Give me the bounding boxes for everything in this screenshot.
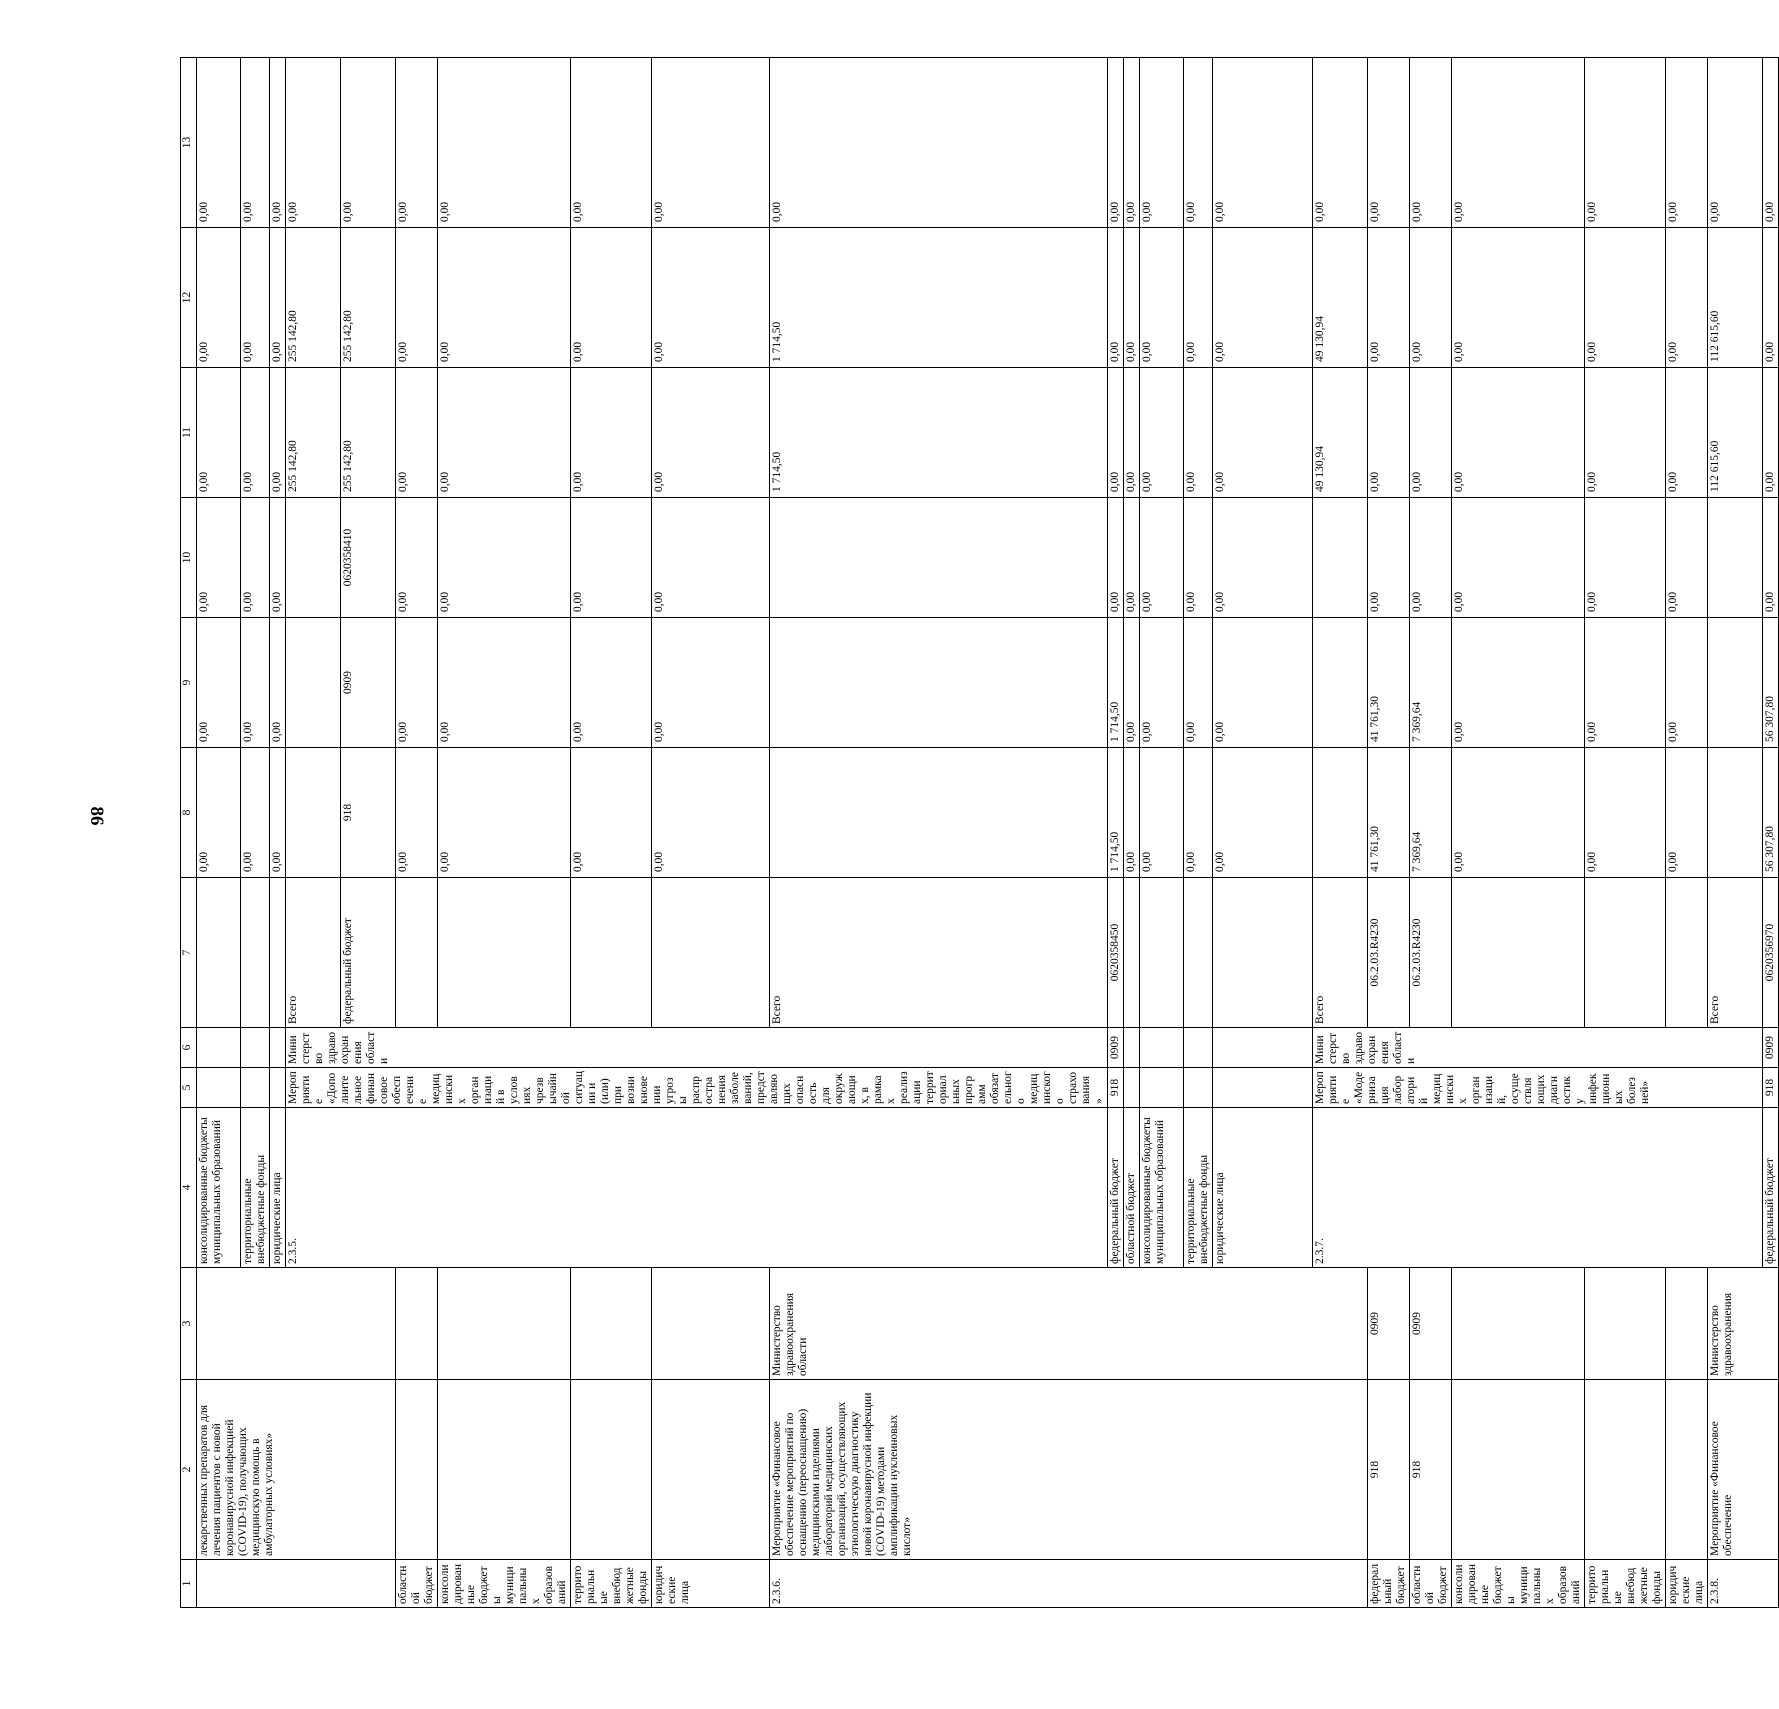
table-cell: 0,00 (1368, 368, 1410, 498)
table-cell: юридические лица (1213, 1108, 1313, 1268)
table-cell (286, 748, 341, 878)
table-cell: 0,00 (1368, 58, 1410, 228)
table-cell (571, 878, 652, 1028)
table-cell: Мероприятие «Финансовое обеспечение (1708, 1380, 1779, 1560)
table-cell: 255 142,80 (341, 368, 396, 498)
table-cell: 0,00 (1108, 498, 1124, 618)
table-cell: консолидированные бюджеты муниципальных образований (1452, 1560, 1585, 1608)
table-cell: 0,00 (571, 498, 652, 618)
table-cell: 0,00 (1585, 58, 1666, 228)
table-cell: 0,00 (1708, 58, 1763, 228)
table-cell (241, 1028, 270, 1068)
table-cell: 0,00 (241, 498, 270, 618)
table-cell: 0,00 (1585, 748, 1666, 878)
table-cell: 0,00 (438, 618, 571, 748)
table-cell (241, 878, 270, 1028)
table-cell: 255 142,80 (286, 228, 341, 368)
table-cell: 56 307,80 (1763, 618, 1779, 748)
table-cell: 0,00 (241, 228, 270, 368)
table-cell (286, 618, 341, 748)
table-cell: 0,00 (1368, 498, 1410, 618)
table-cell (1585, 878, 1666, 1028)
table-cell (1213, 1068, 1313, 1108)
table-cell: федеральный бюджет (1368, 1560, 1410, 1608)
table-cell: Министерство здравоохранения области (286, 1028, 1108, 1068)
table-cell: 0,00 (197, 748, 241, 878)
table-row (652, 58, 770, 1608)
table-cell: 0,00 (197, 228, 241, 368)
table-cell (571, 1380, 652, 1560)
table-cell: 0909 (1368, 1268, 1410, 1380)
table-cell: 0,00 (396, 748, 438, 878)
table-cell: Всего (1313, 878, 1368, 1028)
table-cell: лекарственных препаратов для лечения пациентов с новой коронавирусной инфекцией (COVID-19), получающих медицинскую помощь в амбулаторных условиях» (197, 1380, 396, 1560)
table-cell: 0,00 (652, 368, 770, 498)
table-cell: 0,00 (438, 368, 571, 498)
table-cell: 0,00 (241, 58, 270, 228)
table-cell: 0,00 (197, 618, 241, 748)
table-cell: юридические лица (1666, 1560, 1708, 1608)
table-cell (1313, 748, 1368, 878)
rotated-page (180, 58, 1776, 1608)
table-cell: федеральный бюджет (1108, 1108, 1124, 1268)
table-cell: 0,00 (1184, 618, 1213, 748)
table-cell: 0,00 (1184, 498, 1213, 618)
table-cell: 0,00 (1585, 618, 1666, 748)
table-cell: консолидированные бюджеты муниципальных образований (1140, 1108, 1184, 1268)
table-cell: областной бюджет (396, 1560, 438, 1608)
table-cell: 0,00 (1452, 368, 1585, 498)
column-number: 8 (181, 748, 197, 878)
table-cell: 1 714,50 (770, 228, 1108, 368)
table-cell: 0909 (1108, 1028, 1124, 1068)
table-cell (270, 1068, 286, 1108)
table-cell: 41 761,30 (1368, 618, 1410, 748)
table-cell (652, 878, 770, 1028)
table-cell: территориальные внебюджетные фонды (571, 1560, 652, 1608)
column-number: 11 (181, 368, 197, 498)
column-number: 7 (181, 878, 197, 1028)
table-cell (1213, 878, 1313, 1028)
table-cell: 0,00 (652, 228, 770, 368)
table-cell: 0,00 (1666, 228, 1708, 368)
table-cell: областной бюджет (1410, 1560, 1452, 1608)
table-cell: 0,00 (1452, 748, 1585, 878)
table-cell: 0,00 (1213, 498, 1313, 618)
table-cell (1184, 1068, 1213, 1108)
table-cell (270, 878, 286, 1028)
table-cell: 0620356970 (1763, 878, 1779, 1028)
table-cell: 918 (1108, 1068, 1124, 1108)
table-cell: 112 615,60 (1708, 228, 1763, 368)
table-cell: 0,00 (1666, 498, 1708, 618)
table-cell: 0,00 (270, 498, 286, 618)
table-cell (1708, 748, 1763, 878)
column-number: 10 (181, 498, 197, 618)
table-cell: 918 (1410, 1380, 1452, 1560)
table-cell (1313, 618, 1368, 748)
table-cell: 0,00 (1213, 228, 1313, 368)
table-cell: 0,00 (1763, 498, 1779, 618)
table-cell: 2.3.5. (286, 1108, 1108, 1268)
table-cell (1124, 878, 1140, 1028)
table-cell: 0,00 (1184, 748, 1213, 878)
table-cell: 0,00 (1124, 748, 1140, 878)
table-cell: 49 130,94 (1313, 368, 1368, 498)
table-cell: 06.2.03.R4230 (1410, 878, 1452, 1028)
table-cell: 0,00 (270, 58, 286, 228)
table-row (770, 58, 1108, 1608)
table-cell: 0,00 (1585, 498, 1666, 618)
table-cell: 0,00 (1410, 58, 1452, 228)
table-cell: 0620358450 (1108, 878, 1124, 1028)
table-cell: Мероприятие «Модернизация лабораторий медицинских организаций, осуществляющих диагностику инфекционных болезней» (1313, 1068, 1763, 1108)
table-cell: 0,00 (1213, 748, 1313, 878)
table-cell: 0909 (1763, 1028, 1779, 1068)
table-cell (1666, 878, 1708, 1028)
table-cell: 0,00 (396, 368, 438, 498)
table-cell: 0,00 (1410, 498, 1452, 618)
table-cell: Всего (286, 878, 341, 1028)
table-cell: 0,00 (1124, 228, 1140, 368)
column-number: 3 (181, 1268, 197, 1380)
table-cell: 0,00 (438, 748, 571, 878)
table-cell (1708, 618, 1763, 748)
table-cell (197, 878, 241, 1028)
table-cell: 255 142,80 (341, 228, 396, 368)
table-cell: 0,00 (1763, 228, 1779, 368)
table-cell (1213, 1028, 1313, 1068)
table-cell (1585, 1380, 1666, 1560)
table-cell (396, 1268, 438, 1380)
column-number: 9 (181, 618, 197, 748)
table-cell (1124, 1068, 1140, 1108)
table-row (197, 58, 241, 1608)
table-cell: 0,00 (438, 58, 571, 228)
table-cell: 0,00 (1368, 228, 1410, 368)
table-cell: 0,00 (241, 618, 270, 748)
table-cell: 0,00 (1140, 498, 1184, 618)
table-cell: 0,00 (396, 58, 438, 228)
column-number: 6 (181, 1028, 197, 1068)
table-cell: 112 615,60 (1708, 368, 1763, 498)
table-cell: 0,00 (571, 618, 652, 748)
table-cell (571, 1268, 652, 1380)
table-cell: 49 130,94 (1313, 228, 1368, 368)
table-cell: Министерство здравоохранения области (770, 1268, 1368, 1380)
table-cell: 0909 (1410, 1268, 1452, 1380)
table-cell (396, 1380, 438, 1560)
table-cell: территориальные внебюджетные фонды (1184, 1108, 1213, 1268)
table-cell (1184, 1028, 1213, 1068)
table-cell: 0,00 (1452, 618, 1585, 748)
table-cell: Мероприятие «Дополнительное финансовое обеспечение медицинских организаций в условиях чрезвычайной ситуации и (или) при возникновении угрозы распространения заболеваний, представляющих опасность для окружающих, в рамках реализации территориальных программ обязательного медицинского страхования» (286, 1068, 1108, 1108)
table-cell: 0,00 (197, 58, 241, 228)
table-cell: Министерство здравоохранения области (1313, 1028, 1763, 1068)
table-cell (197, 1560, 396, 1608)
table-cell (1708, 498, 1763, 618)
table-cell: Министерство здравоохранения (1708, 1268, 1779, 1380)
table-cell: 0,00 (438, 228, 571, 368)
table-cell: 0,00 (1213, 58, 1313, 228)
table-header-row (181, 58, 197, 1608)
table-cell (1140, 1028, 1184, 1068)
table-cell: юридические лица (270, 1108, 286, 1268)
table-cell: 2.3.7. (1313, 1108, 1763, 1268)
table-cell (197, 1028, 241, 1068)
table-cell: Всего (1708, 878, 1763, 1028)
column-number: 12 (181, 228, 197, 368)
table-cell (197, 1068, 241, 1108)
table-cell: 7 369,64 (1410, 748, 1452, 878)
table-cell (1666, 1268, 1708, 1380)
table-cell: 0,00 (1124, 498, 1140, 618)
table-cell: 0,00 (1410, 368, 1452, 498)
table-cell (1140, 1068, 1184, 1108)
table-cell: 255 142,80 (286, 368, 341, 498)
table-cell (241, 1068, 270, 1108)
table-cell: 0,00 (1108, 368, 1124, 498)
table-cell: 0,00 (270, 618, 286, 748)
table-cell: 0,00 (1140, 368, 1184, 498)
table-row (1666, 58, 1708, 1608)
table-cell (1585, 1268, 1666, 1380)
table-cell: 0,00 (341, 58, 396, 228)
table-cell (1124, 1028, 1140, 1068)
table-cell: 0,00 (1452, 58, 1585, 228)
table-cell: 0,00 (770, 58, 1108, 228)
table-cell (1140, 878, 1184, 1028)
table-cell: 0,00 (1452, 228, 1585, 368)
table-cell: 0,00 (1666, 748, 1708, 878)
table-cell (1666, 1380, 1708, 1560)
table-cell (770, 498, 1108, 618)
table-cell: 06.2.03.R4230 (1368, 878, 1410, 1028)
table-cell: 0,00 (1108, 58, 1124, 228)
table-cell: 0,00 (270, 228, 286, 368)
table-cell: 1 714,50 (1108, 618, 1124, 748)
table-cell: 0,00 (1213, 618, 1313, 748)
table-row (1368, 58, 1410, 1608)
table-cell (438, 1380, 571, 1560)
table-cell: 0,00 (571, 228, 652, 368)
table-cell: 0,00 (571, 748, 652, 878)
table-cell: 0,00 (1666, 58, 1708, 228)
table-row (1708, 58, 1763, 1608)
table-cell: 0,00 (1313, 58, 1368, 228)
table-cell: территориальные внебюджетные фонды (241, 1108, 270, 1268)
table-cell (438, 878, 571, 1028)
table-cell: 56 307,80 (1763, 748, 1779, 878)
table-cell: 0,00 (396, 618, 438, 748)
table-cell (396, 878, 438, 1028)
table-cell: 0,00 (571, 58, 652, 228)
table-cell: 0,00 (1124, 58, 1140, 228)
table-cell: 0,00 (1666, 368, 1708, 498)
table-cell: 0,00 (270, 368, 286, 498)
table-cell (652, 1380, 770, 1560)
table-cell (197, 1268, 396, 1380)
column-number: 4 (181, 1108, 197, 1268)
table-cell: консолидированные бюджеты муниципальных образований (438, 1560, 571, 1608)
table-cell: 0,00 (652, 58, 770, 228)
table-cell: 0,00 (1124, 618, 1140, 748)
column-number: 2 (181, 1380, 197, 1560)
table-cell: юридические лица (652, 1560, 770, 1608)
table-cell: Всего (770, 878, 1108, 1028)
table-cell: 0,00 (241, 748, 270, 878)
table-cell: 0,00 (438, 498, 571, 618)
table-cell: 0,00 (241, 368, 270, 498)
table-cell: территориальные внебюджетные фонды (1585, 1560, 1666, 1608)
table-row (438, 58, 571, 1608)
table-cell: 0,00 (1108, 228, 1124, 368)
table-cell (1313, 498, 1368, 618)
table-cell: федеральный бюджет (341, 878, 396, 1028)
table-row (1410, 58, 1452, 1608)
table-cell: 0,00 (1184, 228, 1213, 368)
table-cell: 918 (341, 748, 396, 878)
table-row (571, 58, 652, 1608)
table-row (1585, 58, 1666, 1608)
table-cell (270, 1028, 286, 1068)
table-cell: 0,00 (1213, 368, 1313, 498)
table-cell: консолидированные бюджеты муниципальных образований (197, 1108, 241, 1268)
table-cell: 0,00 (286, 58, 341, 228)
table-cell: 0,00 (396, 228, 438, 368)
table-cell: 0,00 (1585, 368, 1666, 498)
table-cell: 0,00 (270, 748, 286, 878)
table-cell: 918 (1763, 1068, 1779, 1108)
table-cell: 7 369,64 (1410, 618, 1452, 748)
table-cell (1452, 1268, 1585, 1380)
table-cell: 0,00 (652, 498, 770, 618)
table-cell (770, 748, 1108, 878)
table-cell: 0,00 (1124, 368, 1140, 498)
table-cell: 0,00 (1184, 58, 1213, 228)
table-cell: 0,00 (1666, 618, 1708, 748)
table-cell: 0,00 (652, 618, 770, 748)
table-cell: 0,00 (571, 368, 652, 498)
table-cell: 41 761,30 (1368, 748, 1410, 878)
column-number: 5 (181, 1068, 197, 1108)
table-cell: 0,00 (197, 368, 241, 498)
table-cell: 0,00 (1140, 228, 1184, 368)
table-cell: 0,00 (1184, 368, 1213, 498)
table-cell: 0,00 (1763, 58, 1779, 228)
table-cell: Мероприятие «Финансовое обеспечение мероприятий по оснащению (переоснащению) медицинскими изделиями лабораторий медицинских организаций, осуществляющих этиологическую диагностику новой коронавирусной инфекции (COVID-19) методами амплификации нуклеиновых кислот» (770, 1380, 1368, 1560)
table-cell (652, 1268, 770, 1380)
table-cell: 0,00 (396, 498, 438, 618)
table-cell: 0,00 (1140, 58, 1184, 228)
table-cell: 0909 (341, 618, 396, 748)
table-cell: 0,00 (1452, 498, 1585, 618)
table-cell: 2.3.8. (1708, 1560, 1779, 1608)
table-cell: 0,00 (1410, 228, 1452, 368)
table-cell (286, 498, 341, 618)
table-cell (770, 618, 1108, 748)
table-cell (438, 1268, 571, 1380)
table-cell (1184, 878, 1213, 1028)
table-cell (1452, 878, 1585, 1028)
table-cell: федеральный бюджет (1763, 1108, 1779, 1268)
table-cell: 918 (1368, 1380, 1410, 1560)
table-row (1452, 58, 1585, 1608)
column-number: 13 (181, 58, 197, 228)
table-cell: 1 714,50 (1108, 748, 1124, 878)
table-cell: 0,00 (1763, 368, 1779, 498)
table-row (396, 58, 438, 1608)
table-cell: 1 714,50 (770, 368, 1108, 498)
budget-table (180, 57, 1779, 1608)
page-number: 86 (86, 806, 107, 826)
table-cell: 0620358410 (341, 498, 396, 618)
table-cell (1452, 1380, 1585, 1560)
column-number: 1 (181, 1560, 197, 1608)
table-cell: 0,00 (1140, 748, 1184, 878)
table-cell: областной бюджет (1124, 1108, 1140, 1268)
table-cell: 0,00 (197, 498, 241, 618)
table-cell: 2.3.6. (770, 1560, 1368, 1608)
table-cell: 0,00 (1585, 228, 1666, 368)
table-cell: 0,00 (1140, 618, 1184, 748)
table-cell: 0,00 (652, 748, 770, 878)
